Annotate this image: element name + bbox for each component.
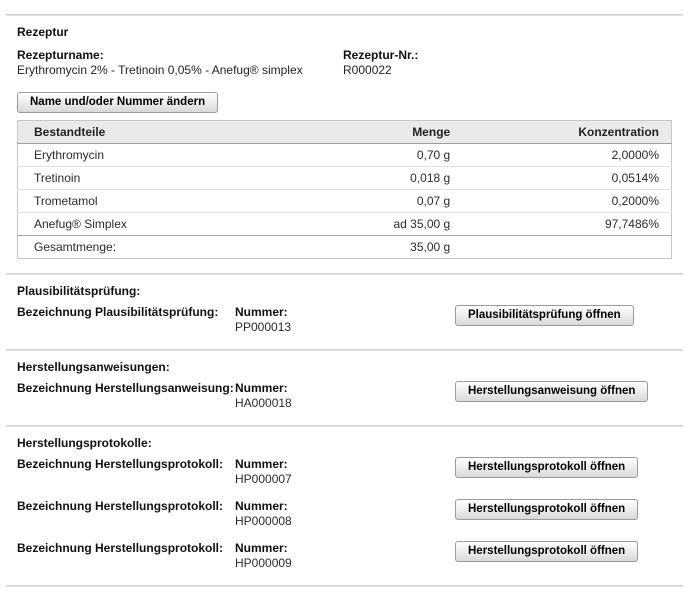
nummer-value: HP000007	[235, 472, 292, 486]
section-row-label: Bezeichnung Herstellungsprotokoll:	[17, 499, 224, 513]
ingredient-concentration: 0,0514%	[462, 167, 671, 190]
rezepturname-label: Rezepturname:	[17, 48, 104, 62]
open-button[interactable]: Herstellungsprotokoll öffnen	[455, 541, 638, 562]
ingredient-amount: 35,00 g	[312, 236, 462, 259]
nummer-block	[235, 541, 455, 571]
section-row	[17, 457, 672, 487]
section-button-cell	[455, 305, 672, 326]
section-divider	[6, 349, 683, 351]
column-menge: Menge	[312, 121, 462, 144]
table-row	[18, 167, 672, 190]
nummer-value: HP000009	[235, 556, 292, 570]
ingredient-concentration: 0,2000%	[462, 190, 671, 213]
ingredient-name: Anefug® Simplex	[18, 213, 312, 236]
table-row	[18, 144, 672, 167]
section-row	[17, 381, 672, 411]
section-heading: Plausibilitätsprüfung:	[17, 284, 141, 298]
nummer-value: PP000013	[235, 320, 292, 334]
section-heading: Herstellungsanweisungen:	[17, 360, 170, 374]
table-header-row	[18, 121, 672, 144]
recipe-number-block	[343, 48, 418, 78]
ingredients-table-body	[18, 144, 672, 259]
ingredient-concentration	[462, 236, 671, 259]
nummer-value: HA000018	[235, 396, 292, 410]
section-row	[17, 541, 672, 571]
nummer-label: Nummer:	[235, 457, 288, 471]
ingredient-amount: ad 35,00 g	[312, 213, 462, 236]
ingredient-name: Gesamtmenge:	[18, 236, 312, 259]
section-divider	[6, 425, 683, 427]
ingredients-table	[17, 120, 672, 259]
nummer-value: HP000008	[235, 514, 292, 528]
section-heading: Herstellungsprotokolle:	[17, 436, 152, 450]
section-button-cell	[455, 381, 672, 402]
nummer-label: Nummer:	[235, 499, 288, 513]
section-row-label: Bezeichnung Herstellungsanweisung:	[17, 381, 234, 395]
sections	[0, 273, 689, 587]
open-button[interactable]: Herstellungsanweisung öffnen	[455, 381, 648, 402]
recipe-header	[0, 25, 689, 259]
page-title: Rezeptur	[17, 25, 69, 39]
recipe-name-block	[17, 48, 343, 78]
ingredient-amount: 0,018 g	[312, 167, 462, 190]
total-row	[18, 236, 672, 259]
recipe-meta	[17, 48, 672, 78]
nummer-block	[235, 457, 455, 487]
nummer-label: Nummer:	[235, 541, 288, 555]
nummer-block	[235, 381, 455, 411]
nummer-label: Nummer:	[235, 305, 288, 319]
column-bestandteile: Bestandteile	[18, 121, 312, 144]
open-button[interactable]: Plausibilitätsprüfung öffnen	[455, 305, 634, 326]
section-row	[17, 305, 672, 335]
rezeptur-nr-value: R000022	[343, 63, 392, 77]
ingredient-name: Erythromycin	[34, 148, 105, 162]
section-row-label: Bezeichnung Herstellungsprotokoll:	[17, 541, 224, 555]
table-row	[18, 190, 672, 213]
rezeptur-nr-label: Rezeptur-Nr.:	[343, 48, 419, 62]
ingredient-name: Trometamol	[18, 190, 312, 213]
open-button[interactable]: Herstellungsprotokoll öffnen	[455, 457, 638, 478]
nummer-label: Nummer:	[235, 381, 288, 395]
section-divider	[6, 273, 683, 275]
section-button-cell	[455, 499, 672, 520]
section	[0, 284, 689, 335]
ingredient-amount: 0,07 g	[312, 190, 462, 213]
nummer-block	[235, 305, 455, 335]
ingredient-amount: 0,70 g	[416, 148, 451, 162]
section-row-label: Bezeichnung Plausibilitätsprüfung:	[17, 305, 219, 319]
section	[0, 436, 689, 571]
ingredient-concentration: 2,0000%	[611, 148, 659, 162]
section-button-cell	[455, 541, 672, 562]
section	[0, 360, 689, 411]
column-konzentration: Konzentration	[462, 121, 671, 144]
nummer-block	[235, 499, 455, 529]
open-button[interactable]: Herstellungsprotokoll öffnen	[455, 499, 638, 520]
rezepturname-value: Erythromycin 2% - Tretinoin 0,05% - Anefug® simplex	[17, 63, 303, 77]
change-name-number-button[interactable]: Name und/oder Nummer ändern	[17, 92, 218, 113]
bottom-divider	[6, 585, 683, 587]
ingredient-name: Tretinoin	[18, 167, 312, 190]
ingredient-concentration: 97,7486%	[462, 213, 671, 236]
table-row	[18, 213, 672, 236]
section-row	[17, 499, 672, 529]
section-row-label: Bezeichnung Herstellungsprotokoll:	[17, 457, 224, 471]
top-divider	[6, 14, 683, 16]
section-button-cell	[455, 457, 672, 478]
